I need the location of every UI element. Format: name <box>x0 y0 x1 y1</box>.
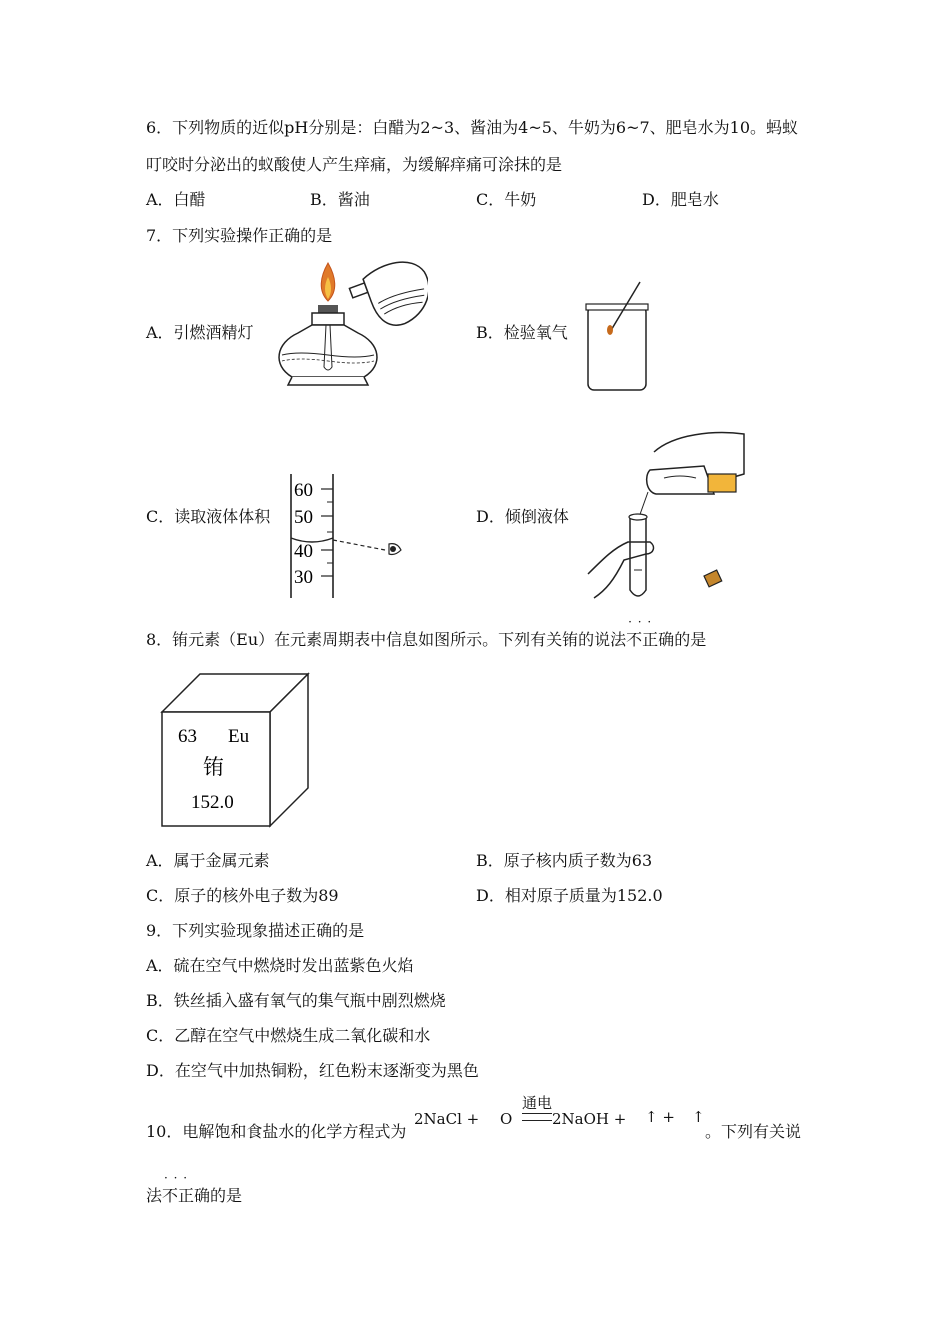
q10-stem-line2 <box>146 1188 242 1204</box>
element-atomic-mass: 152.0 <box>191 792 234 813</box>
q8-stem-emphasis: 不正确 · · · <box>626 630 674 649</box>
cylinder-tick-40: 40 <box>294 541 313 562</box>
q7-option-a: A．引燃酒精灯 <box>146 323 254 342</box>
oxygen-bottle-illustration <box>580 280 660 395</box>
q9-option-d: D．在空气中加热铜粉，红色粉末逐渐变为黑色 <box>146 1061 479 1080</box>
q8-stem-before: 8．铕元素（Eu）在元素周期表中信息如图所示。下列有关铕的说法 <box>146 630 627 649</box>
q10-stem-before: 10．电解饱和食盐水的化学方程式为 <box>146 1122 407 1141</box>
q10-line2-before: 法 <box>146 1186 163 1205</box>
q10-stem-after: 。下列有关说 <box>705 1122 802 1141</box>
q10-line2-after: 的是 <box>210 1186 243 1205</box>
q10-equation-gas-arrow-2: ↑ <box>692 1108 705 1126</box>
q10-equation-equals <box>522 1113 552 1121</box>
cylinder-tick-60: 60 <box>294 480 313 501</box>
q8-option-c: C．原子的核外电子数为89 <box>146 886 339 905</box>
cylinder-tick-50: 50 <box>294 507 313 528</box>
q10-equation-reactant-nacl: 2NaCl + <box>414 1110 480 1128</box>
q9-stem: 9．下列实验现象描述正确的是 <box>146 921 365 940</box>
q6-stem-line2: 叮咬时分泌出的蚁酸使人产生痒痛，为缓解痒痛可涂抹的是 <box>146 155 563 174</box>
q7-stem: 7．下列实验操作正确的是 <box>146 226 333 245</box>
q7-option-b: B．检验氧气 <box>476 323 568 342</box>
q10-line2-emphasis: 不正确 · · · <box>162 1186 210 1205</box>
q7-option-d: D．倾倒液体 <box>476 507 569 526</box>
q10-equation-gas-arrow-1: ↑ + <box>645 1108 675 1126</box>
q8-option-d: D．相对原子质量为152.0 <box>476 886 663 905</box>
pouring-liquid-illustration <box>584 430 754 605</box>
q10-equation-condition: 通电 <box>522 1094 553 1112</box>
q9-option-a: A．硫在空气中燃烧时发出蓝紫色火焰 <box>146 956 414 975</box>
element-cube-illustration <box>158 670 314 830</box>
alcohol-lamp-illustration <box>268 255 428 395</box>
q7-option-c: C．读取液体体积 <box>146 507 271 526</box>
q6-option-c: C．牛奶 <box>476 190 537 209</box>
q10-equation-product-naoh: 2NaOH + <box>552 1110 627 1128</box>
q9-option-c: C．乙醇在空气中燃烧生成二氧化碳和水 <box>146 1026 431 1045</box>
q8-option-a: A．属于金属元素 <box>146 851 270 870</box>
q6-option-b: B．酱油 <box>310 190 370 209</box>
graduated-cylinder-illustration <box>285 472 415 602</box>
q8-stem <box>146 632 706 648</box>
q6-option-a: A．白醋 <box>146 190 206 209</box>
q9-option-b: B．铁丝插入盛有氧气的集气瓶中剧烈燃烧 <box>146 991 446 1010</box>
q8-option-b: B．原子核内质子数为63 <box>476 851 653 870</box>
q8-stem-after: 的是 <box>674 630 707 649</box>
q6-option-d: D．肥皂水 <box>642 190 719 209</box>
q10-equation-reactant-water: O <box>500 1110 513 1128</box>
q6-stem-line1: 6．下列物质的近似pH分别是：白醋为2~3、酱油为4~5、牛奶为6~7、肥皂水为10。蚂蚁 <box>146 118 799 137</box>
element-symbol: Eu <box>228 726 250 747</box>
element-name: 铕 <box>203 755 224 779</box>
element-atomic-number: 63 <box>178 726 197 747</box>
cylinder-tick-30: 30 <box>294 567 313 588</box>
